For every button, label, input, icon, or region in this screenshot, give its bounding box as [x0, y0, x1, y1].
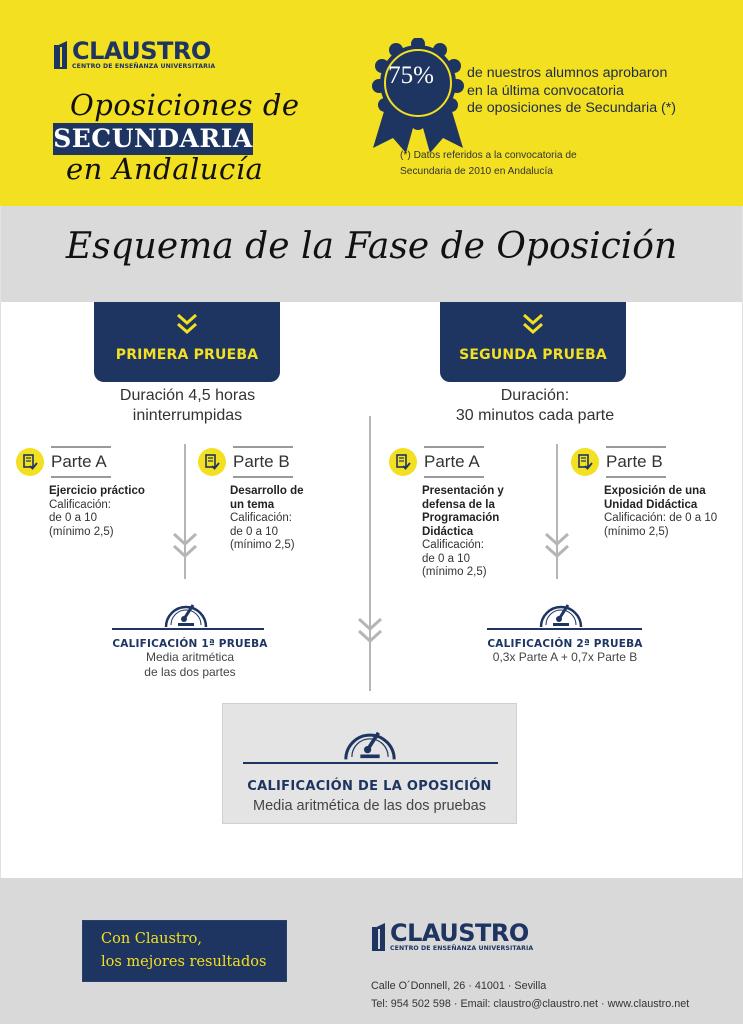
final-grade-desc: Media aritmética de las dos pruebas	[253, 798, 486, 814]
part-detail: Calificación:	[422, 539, 484, 551]
book-logo-icon	[372, 923, 386, 951]
primera-prueba-tab	[94, 302, 280, 382]
duration-line: 30 minutos cada parte	[455, 407, 615, 424]
title-andalucia: en Andalucía	[66, 152, 264, 186]
address: Calle O´Donnell, 26 · 41001 · Sevilla	[371, 980, 547, 992]
part-subject: Desarrollo de	[230, 485, 304, 497]
part-detail: Calificación:	[49, 498, 111, 511]
claustro-logo	[54, 37, 216, 72]
part-subject: Presentación y	[422, 485, 504, 497]
pass-rate-value: 75%	[388, 62, 434, 89]
double-chevron-down-icon	[175, 312, 199, 336]
contact-info: Tel: 954 502 598 · Email: claustro@claustro.net · www.claustro.net	[371, 998, 690, 1010]
title-secundaria: SECUNDARIA	[53, 124, 253, 153]
part-detail: Calificación: de 0 a 10	[604, 512, 718, 524]
final-grade-box	[222, 703, 517, 824]
double-chevron-down-icon	[521, 312, 545, 336]
segunda-parte-b-header	[571, 446, 663, 478]
grade-desc: Media aritmética	[145, 650, 235, 664]
stat-line: de oposiciones de Secundaria (*)	[467, 100, 677, 116]
part-subject: Ejercicio práctico	[49, 485, 145, 497]
segunda-prueba-label: SEGUNDA PRUEBA	[459, 347, 607, 363]
stat-line: en la última convocatoria	[467, 82, 624, 99]
duration-line: Duración:	[500, 387, 570, 404]
slogan-box	[82, 920, 287, 982]
part-detail: (mínimo 2,5)	[230, 539, 295, 551]
divider	[243, 762, 498, 764]
checklist-icon	[16, 448, 44, 476]
part-detail: (mínimo 2,5)	[604, 525, 669, 538]
part-detail: Calificación:	[230, 512, 292, 524]
part-subject: Programación	[422, 512, 500, 524]
slogan-line: Con Claustro,	[101, 931, 203, 947]
title-oposiciones: Oposiciones de	[70, 88, 300, 122]
part-subject: defensa de la	[422, 498, 495, 511]
primera-parte-b-body	[230, 485, 320, 553]
part-detail: de 0 a 10	[230, 525, 278, 538]
double-chevron-down-icon	[172, 532, 198, 560]
segunda-prueba-tab	[440, 302, 626, 382]
part-title: Parte B	[606, 446, 663, 478]
footnote	[400, 148, 577, 180]
final-grade-title: CALIFICACIÓN DE LA OPOSICIÓN	[247, 779, 492, 794]
divider	[112, 628, 264, 630]
primera-parte-b-header	[198, 446, 290, 478]
grade-title: CALIFICACIÓN 2ª PRUEBA	[487, 638, 643, 650]
segunda-duration	[430, 386, 640, 426]
grade-title: CALIFICACIÓN 1ª PRUEBA	[112, 638, 268, 650]
part-detail: (mínimo 2,5)	[49, 525, 114, 538]
part-title: Parte A	[51, 446, 107, 478]
segunda-parte-a-header	[389, 446, 480, 478]
part-detail: de 0 a 10	[422, 552, 470, 565]
primera-prueba-label: PRIMERA PRUEBA	[115, 347, 259, 363]
grade-desc: de las dos partes	[144, 665, 236, 679]
duration-line: ininterrumpidas	[132, 407, 243, 424]
part-subject: un tema	[230, 498, 275, 511]
divider	[487, 628, 642, 630]
primera-duration	[90, 386, 285, 426]
part-title: Parte B	[233, 446, 290, 478]
part-subject: Exposición de una	[604, 485, 706, 497]
connector-line	[369, 416, 371, 691]
part-subject: Unidad Didáctica	[604, 498, 698, 511]
logo-subtitle: CENTRO DE ENSEÑANZA UNIVERSITARIA	[390, 945, 534, 952]
double-chevron-down-icon	[544, 532, 570, 560]
primera-parte-a-header	[16, 446, 107, 478]
part-subject: Didáctica	[422, 525, 474, 538]
logo-subtitle: CENTRO DE ENSEÑANZA UNIVERSITARIA	[72, 63, 216, 70]
award-ribbon-icon	[368, 38, 468, 153]
part-detail: de 0 a 10	[49, 512, 97, 524]
part-detail: (mínimo 2,5)	[422, 566, 487, 578]
gauge-icon	[537, 593, 585, 629]
stat-line: de nuestros alumnos aprobaron	[467, 65, 668, 81]
segunda-grade	[475, 638, 655, 665]
gauge-icon	[341, 718, 399, 762]
footnote-line: (*) Datos referidos a la convocatoria de	[400, 150, 577, 161]
grade-desc: 0,3x Parte A + 0,7x Parte B	[492, 650, 638, 664]
segunda-parte-b-body	[604, 485, 739, 539]
page-title: Esquema de la Fase de Oposición	[65, 226, 678, 267]
book-logo-icon	[54, 41, 68, 69]
footnote-line: Secundaria de 2010 en Andalucía	[400, 166, 553, 177]
slogan-line: los mejores resultados	[101, 954, 267, 970]
primera-grade	[100, 638, 280, 680]
segunda-parte-a-body	[422, 485, 532, 580]
part-title: Parte A	[424, 446, 480, 478]
duration-line: Duración 4,5 horas	[119, 387, 256, 404]
checklist-icon	[198, 448, 226, 476]
double-chevron-down-icon	[357, 617, 383, 645]
logo-brand: CLAUSTRO	[72, 37, 211, 65]
checklist-icon	[571, 448, 599, 476]
checklist-icon	[389, 448, 417, 476]
logo-brand: CLAUSTRO	[390, 919, 529, 947]
pass-rate-description	[467, 65, 676, 118]
primera-parte-a-body	[49, 485, 169, 539]
gauge-icon	[162, 593, 210, 629]
footer-claustro-logo	[372, 919, 534, 954]
